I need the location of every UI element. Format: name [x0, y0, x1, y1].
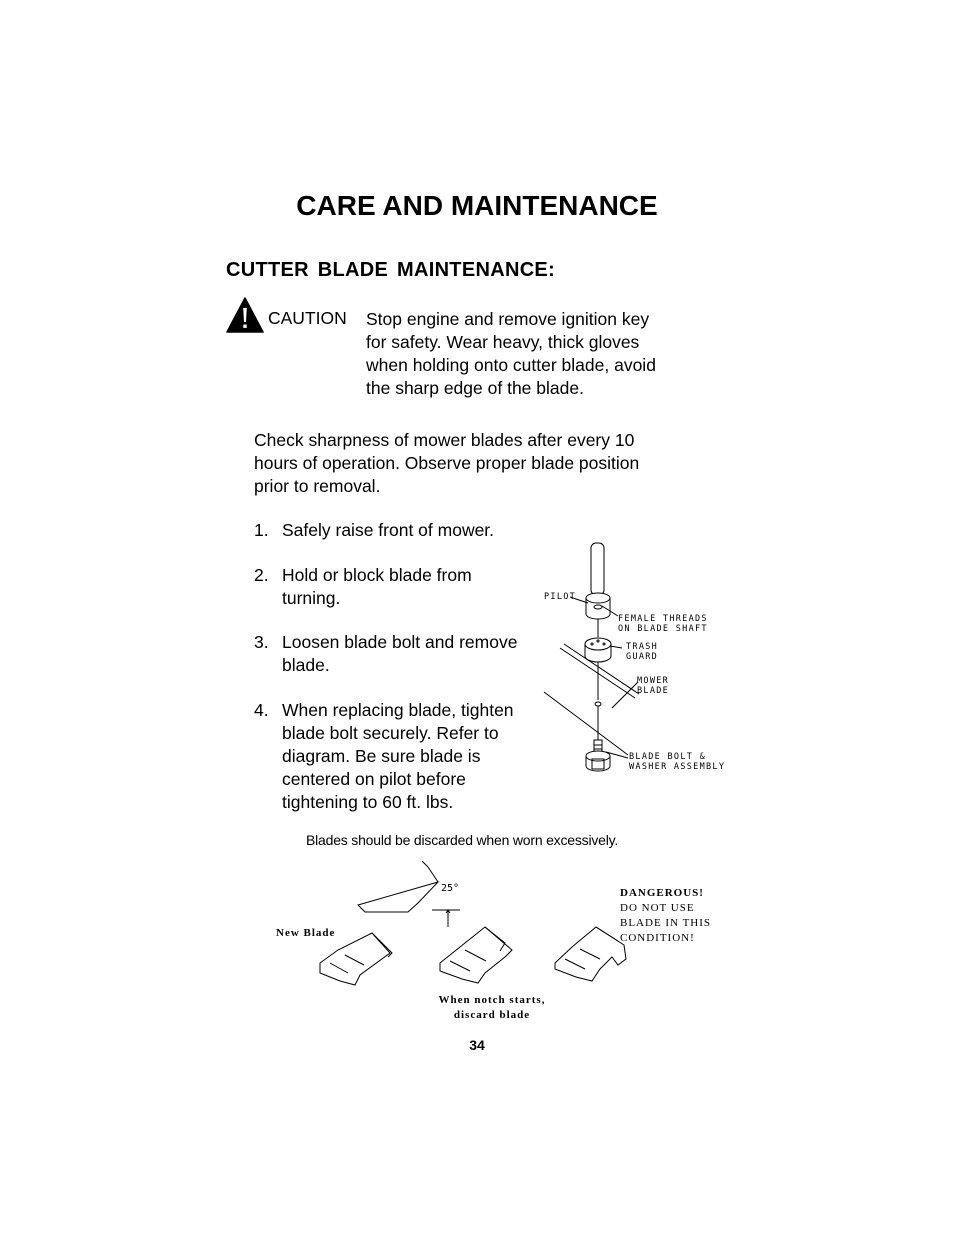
- warning-triangle-icon: [226, 297, 264, 333]
- notch-line: discard blade: [453, 1009, 531, 1021]
- step-line: Loosen blade bolt and remove: [282, 632, 518, 652]
- notch-line: When notch starts,: [438, 994, 546, 1006]
- step-text: [282, 564, 537, 610]
- intro-line: prior to removal.: [254, 476, 381, 496]
- caution-line: for safety. Wear heavy, thick gloves: [366, 332, 640, 352]
- intro-line: Check sharpness of mower blades after every 10: [254, 430, 635, 450]
- step-3: [254, 631, 537, 677]
- step-number: 3.: [254, 632, 269, 652]
- step-line: blade.: [282, 655, 330, 675]
- blade-wear-illustration: [300, 855, 660, 995]
- step-line: Safely raise front of mower.: [282, 520, 495, 540]
- diagram-label-line: BLADE: [637, 686, 670, 696]
- step-line: centered on pilot before: [282, 769, 466, 789]
- danger-line: CONDITION!: [620, 932, 695, 944]
- step-number: 2.: [254, 565, 269, 585]
- diagram-label-line: TRASH: [626, 642, 659, 652]
- female-threads-label: [618, 614, 708, 634]
- mower-blade-label: [637, 676, 669, 696]
- step-2: [254, 564, 537, 610]
- danger-line: DO NOT USE: [620, 902, 695, 914]
- step-4: [254, 699, 537, 814]
- notch-label: [426, 993, 558, 1023]
- caution-line: the sharp edge of the blade.: [366, 378, 584, 398]
- intro-line: hours of operation. Observe proper blade position: [254, 453, 640, 473]
- diagram-label-line: MOWER: [637, 676, 670, 686]
- new-blade-label: New Blade: [276, 927, 336, 939]
- danger-warning: [620, 886, 711, 946]
- caution-label: CAUTION: [268, 308, 347, 328]
- diagram-label-line: ON BLADE SHAFT: [618, 624, 708, 634]
- diagram-label-line: WASHER ASSEMBLY: [629, 762, 726, 772]
- diagram-label-line: BLADE BOLT &: [629, 752, 707, 762]
- page-number: 34: [469, 1037, 485, 1053]
- discard-note: Blades should be discarded when worn excessively.: [306, 832, 619, 848]
- section-heading: CUTTER BLADE MAINTENANCE:: [226, 259, 556, 281]
- caution-line: Stop engine and remove ignition key: [366, 309, 650, 329]
- step-line: diagram. Be sure blade is: [282, 746, 481, 766]
- trash-guard-label: [626, 642, 658, 662]
- step-text: [282, 519, 537, 542]
- danger-line: BLADE IN THIS: [620, 917, 712, 929]
- page-title: CARE AND MAINTENANCE: [296, 190, 658, 221]
- step-line: blade bolt securely. Refer to: [282, 723, 499, 743]
- blade-bolt-label: [629, 752, 725, 772]
- pilot-label: PILOT: [544, 592, 577, 602]
- step-line: tightening to 60 ft. lbs.: [282, 792, 454, 812]
- diagram-label-line: FEMALE THREADS: [618, 614, 708, 624]
- step-line: turning.: [282, 588, 341, 608]
- step-line: When replacing blade, tighten: [282, 700, 514, 720]
- danger-title: DANGEROUS!: [620, 887, 704, 899]
- intro-paragraph: [254, 429, 684, 498]
- step-1: [254, 519, 537, 542]
- step-number: 1.: [254, 520, 269, 540]
- step-line: Hold or block blade from: [282, 565, 472, 585]
- step-number: 4.: [254, 700, 269, 720]
- step-text: [282, 699, 537, 814]
- caution-text: [366, 308, 686, 400]
- angle-label: 25°: [441, 883, 460, 894]
- diagram-label-line: GUARD: [626, 652, 659, 662]
- caution-line: when holding onto cutter blade, avoid: [366, 355, 656, 375]
- step-text: [282, 631, 537, 677]
